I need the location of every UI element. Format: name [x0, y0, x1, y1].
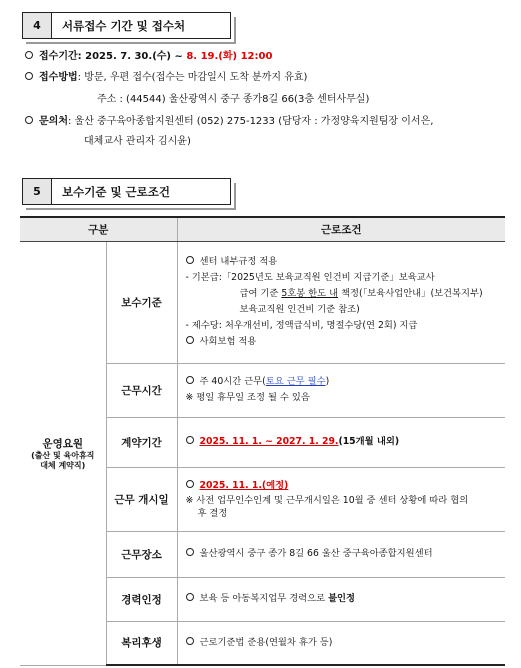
circle-bullet-icon [186, 548, 194, 556]
inquiry-label: 문의처 [39, 116, 68, 127]
start-date: 2025. 11. 1.(예정) [199, 480, 289, 491]
start-label: 근무 개시일 [106, 467, 177, 531]
welfare-value: 근로기준법 준용(연월차 휴가 등) [199, 636, 333, 648]
category-cell [20, 241, 106, 665]
career-label: 경력인정 [106, 577, 177, 621]
circle-bullet-icon [186, 436, 194, 444]
place-value: 울산광역시 중구 종가 8길 66 울산 중구육아종합지원센터 [199, 548, 433, 559]
circle-bullet-icon [186, 480, 194, 488]
welfare-desc [177, 621, 505, 665]
contract-label: 계약기간 [106, 417, 177, 467]
conditions-table [20, 216, 505, 666]
pay-line-5: - 제수당: 처우개선비, 정액급식비, 명절수당(연 2회) 지급 [185, 320, 418, 331]
circle-bullet-icon [25, 116, 33, 124]
method-line [25, 71, 307, 84]
contract-duration: (15개월 내외) [338, 436, 400, 447]
circle-bullet-icon [25, 51, 33, 59]
contract-period: 2025. 11. 1. ~ 2027. 1. 29. [199, 436, 339, 447]
category-note-1: (출산 및 육아휴직 [31, 450, 95, 460]
header-conditions: 근로조건 [177, 217, 505, 241]
pay-line-3: 급여 기준 5호봉 한도 내 책정(「보육사업안내」(보건복지부) [239, 288, 483, 299]
pay-desc [177, 241, 505, 363]
circle-bullet-icon [186, 256, 194, 264]
circle-bullet-icon [186, 376, 194, 384]
start-note-2: 후 결정 [197, 508, 228, 519]
hours-label: 근무시간 [106, 363, 177, 417]
section5-header [22, 178, 231, 205]
pay-line-6: 사회보험 적용 [199, 336, 257, 347]
table-header-row [20, 217, 505, 241]
career-value: 보육 등 아동복지업무 경력으로 [199, 593, 329, 604]
hours-line-1: 주 40시간 근무(토요 근무 필수) [186, 374, 506, 390]
section5-number: 5 [22, 178, 52, 205]
pay-line-4: 보육교직원 인건비 기준 참조) [239, 304, 360, 315]
start-note-1: ※ 사전 업무인수인계 및 근무개시일은 10월 중 센터 상황에 따라 협의 [185, 495, 469, 506]
contract-desc [177, 417, 505, 467]
place-desc [177, 531, 505, 577]
method-address: 주소 : (44544) 울산광역시 중구 종가8길 66(3층 센터사무실) [97, 94, 370, 105]
circle-bullet-icon [25, 72, 33, 80]
pay-line-1: 센터 내부규정 적용 [199, 256, 278, 267]
circle-bullet-icon [186, 637, 194, 645]
inquiry-line [25, 115, 433, 128]
header-category: 구분 [20, 217, 177, 241]
circle-bullet-icon [186, 593, 194, 601]
section4-title: 서류접수 기간 및 접수처 [52, 12, 231, 39]
career-value-bold: 불인정 [328, 593, 356, 604]
section4-number: 4 [22, 12, 52, 39]
period-label: 접수기간 [39, 51, 78, 62]
section5-title: 보수기준 및 근로조건 [52, 178, 231, 205]
career-desc [177, 577, 505, 621]
category-note-2: 대체 계약직) [40, 460, 86, 470]
inquiry-value: : 울산 중구육아종합지원센터 (052) 275-1233 (담당자 : 가정양육지원팀장 이서은, [67, 116, 434, 127]
period-end: 8. 19.(화) 12:00 [186, 51, 273, 62]
start-desc [177, 467, 505, 531]
table-row [20, 241, 505, 363]
pay-line-2: - 기본급:「2025년도 보육교직원 인건비 지급기준」보육교사 [185, 272, 435, 283]
place-label: 근무장소 [106, 531, 177, 577]
section4-header [22, 12, 231, 39]
pay-label: 보수기준 [106, 241, 177, 363]
welfare-label: 복리후생 [106, 621, 177, 665]
inquiry-value-cont: 대체교사 관리자 김시윤) [84, 136, 191, 147]
period-line: 접수기간: 2025. 7. 30.(수) ~ 8. 19.(화) 12:00 [25, 50, 272, 63]
method-label: 접수방법 [39, 72, 78, 83]
category-main: 운영요원 [42, 437, 84, 450]
method-value: : 방문, 우편 접수(접수는 마감일시 도착 분까지 유효) [77, 72, 308, 83]
circle-bullet-icon [186, 336, 194, 344]
hours-desc [177, 363, 505, 417]
hours-line-2: ※ 평일 휴무일 조정 될 수 있음 [185, 392, 310, 403]
period-start: 2025. 7. 30.(수) ~ [85, 51, 187, 62]
